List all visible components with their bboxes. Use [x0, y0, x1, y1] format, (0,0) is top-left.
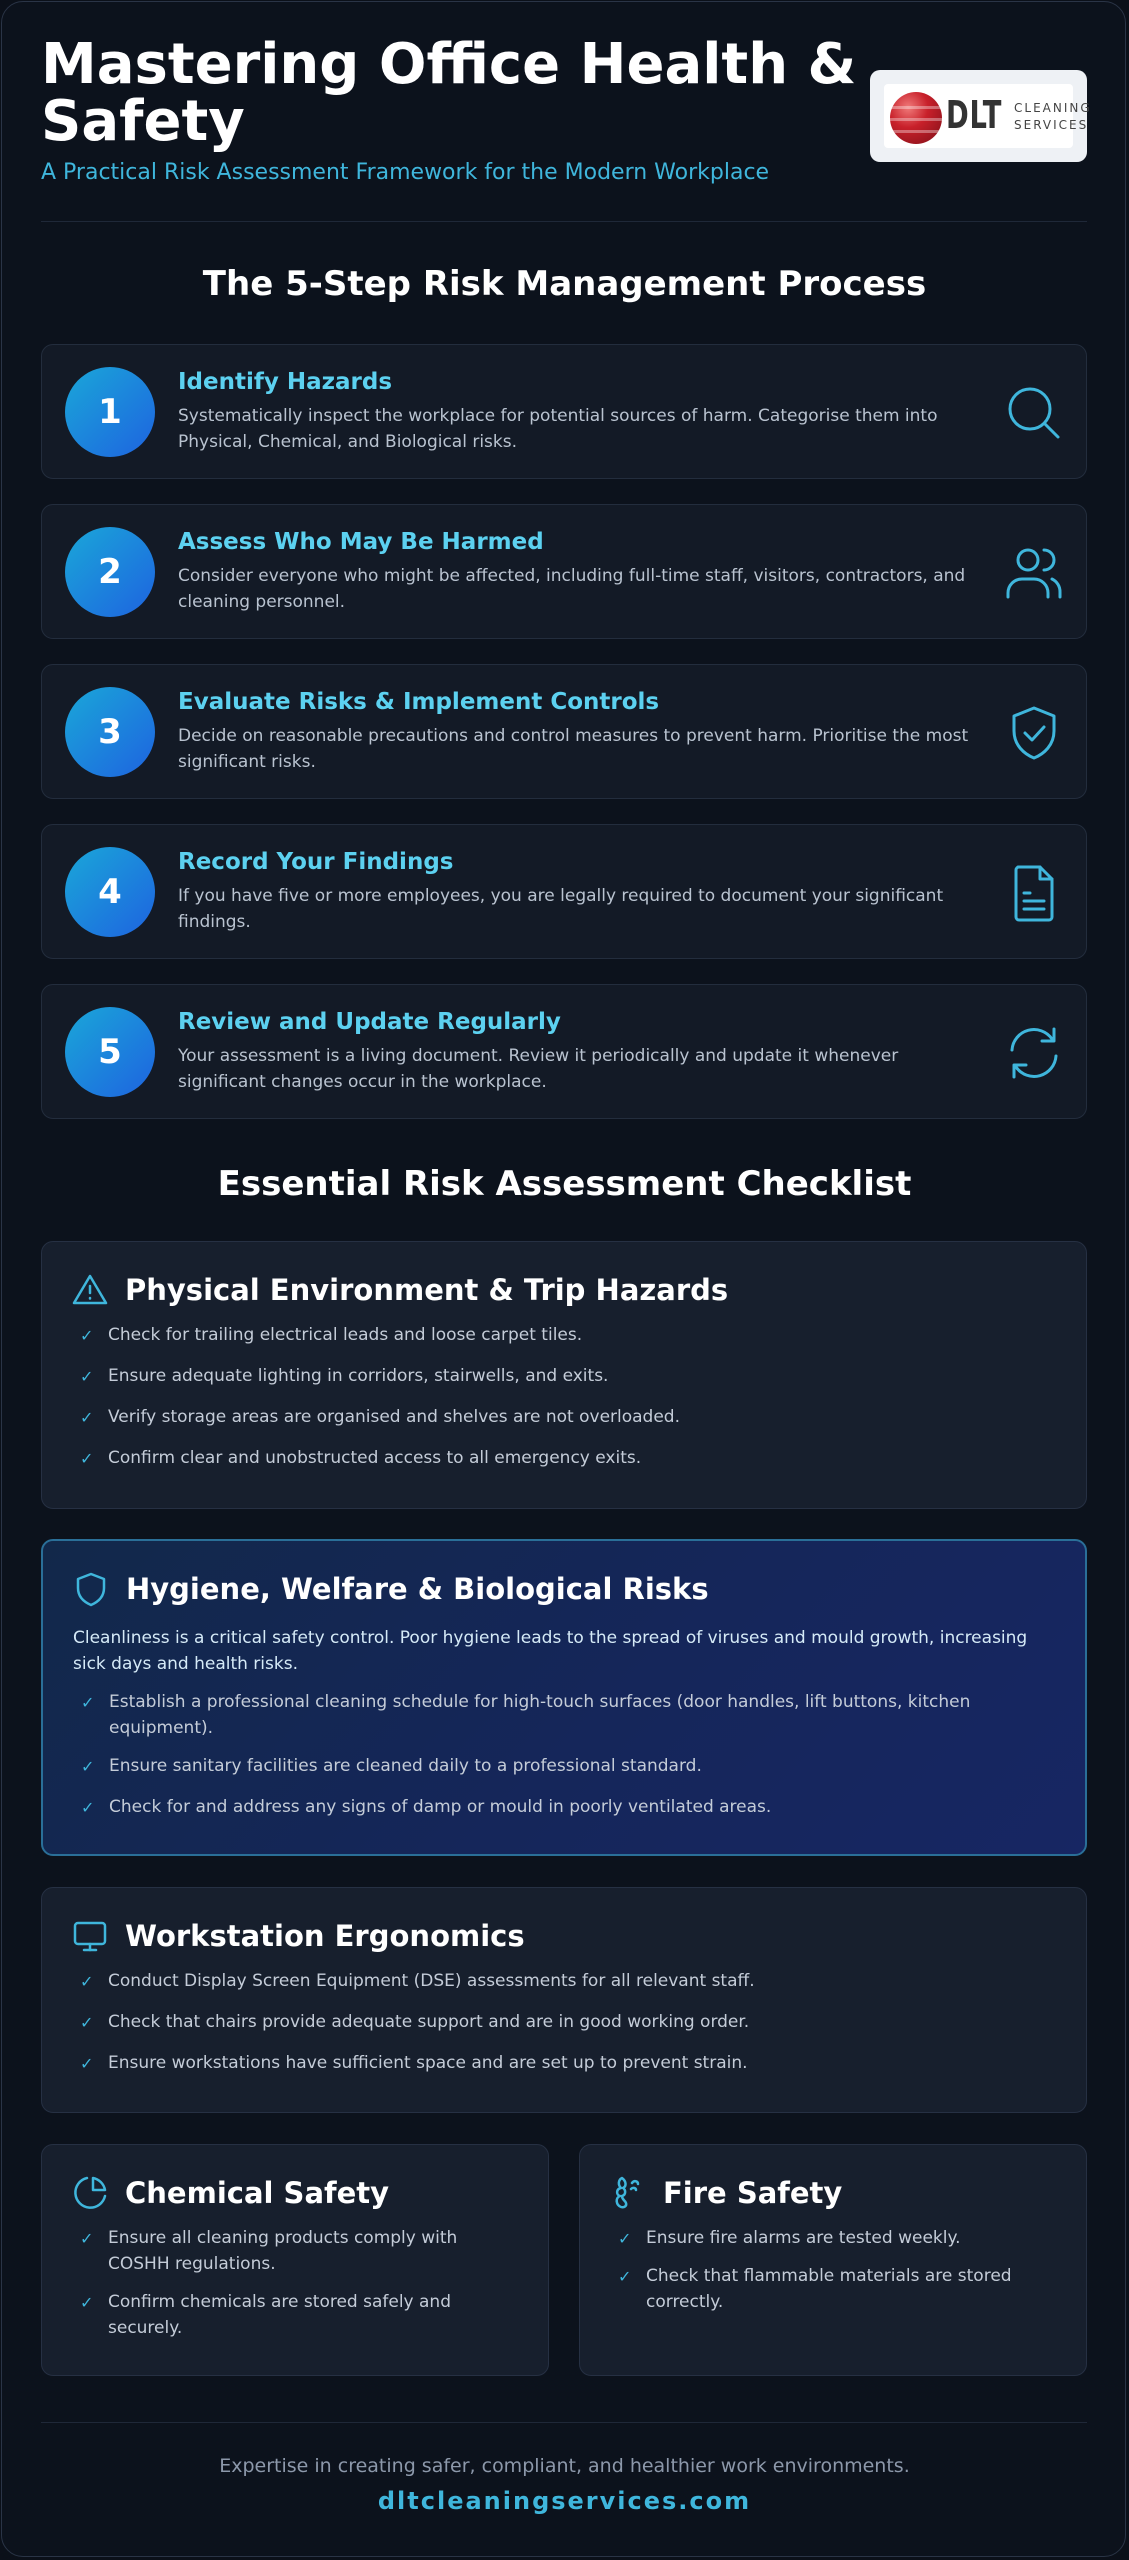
- search-icon: [1004, 383, 1064, 443]
- checklist-item: ✓ Conduct Display Screen Equipment (DSE) assessments for all relevant staff.: [80, 1968, 755, 1994]
- page-title: Mastering Office Health & Safety: [41, 32, 857, 154]
- step-description: Decide on reasonable precautions and control measures to prevent harm. Prioritise the most significant risks.: [178, 726, 969, 772]
- check-icon: ✓: [80, 1449, 94, 1468]
- users-icon: [1004, 543, 1064, 603]
- check-icon: ✓: [81, 1798, 95, 1817]
- step-description: If you have five or more employees, you are legally required to document your significant findings.: [178, 886, 944, 932]
- chemical-safety-card: [41, 2144, 549, 2376]
- checklist-item: ✓ Ensure sanitary facilities are cleaned daily to a professional standard.: [81, 1753, 1041, 1779]
- hygiene-card: [41, 1539, 1087, 1856]
- card-title: Physical Environment & Trip Hazards: [125, 1273, 729, 1307]
- check-icon: ✓: [80, 2229, 94, 2248]
- step-title: Assess Who May Be Harmed: [178, 529, 544, 555]
- footer-divider: [41, 2422, 1087, 2423]
- step-number-badge: 5: [65, 1007, 155, 1097]
- card-title: Fire Safety: [663, 2176, 843, 2210]
- step-title: Record Your Findings: [178, 849, 454, 875]
- physical-hazards-card: [41, 1241, 1087, 1509]
- step-title: Review and Update Regularly: [178, 1009, 561, 1035]
- check-icon: ✓: [80, 1367, 94, 1386]
- checklist-list: [80, 1968, 755, 2076]
- checklist-heading: Essential Risk Assessment Checklist: [217, 1164, 912, 1204]
- check-icon: ✓: [618, 2229, 632, 2248]
- step-card: [41, 824, 1087, 959]
- pie-chart-icon: [72, 2175, 108, 2211]
- hygiene-intro: Cleanliness is a critical safety control. Poor hygiene leads to the spread of viruses and mould growth, increasing sick days and health risks.: [73, 1628, 1028, 1674]
- checklist-item: ✓ Ensure all cleaning products comply with COSHH regulations.: [80, 2228, 458, 2274]
- page-subtitle: A Practical Risk Assessment Framework for the Modern Workplace: [41, 160, 770, 185]
- check-icon: ✓: [80, 2293, 94, 2312]
- checklist-item: ✓ Ensure fire alarms are tested weekly.: [618, 2225, 1058, 2251]
- check-icon: ✓: [80, 2054, 94, 2073]
- checklist-item: ✓ Check for trailing electrical leads and loose carpet tiles.: [80, 1322, 680, 1348]
- check-icon: ✓: [80, 1972, 94, 1991]
- check-icon: ✓: [81, 1757, 95, 1776]
- check-icon: ✓: [81, 1693, 95, 1712]
- check-icon: ✓: [618, 2267, 632, 2286]
- ergonomics-card: [41, 1887, 1087, 2113]
- footer-tagline: Expertise in creating safer, compliant, and healthier work environments.: [219, 2455, 910, 2477]
- checklist-item: ✓ Check for and address any signs of damp or mould in poorly ventilated areas.: [81, 1794, 1041, 1820]
- step-number-badge: 2: [65, 527, 155, 617]
- step-card: [41, 344, 1087, 479]
- card-title: Workstation Ergonomics: [125, 1919, 525, 1953]
- company-logo: [870, 70, 1092, 162]
- card-title: Chemical Safety: [125, 2176, 390, 2210]
- fire-safety-card: [579, 2144, 1087, 2376]
- header-divider: [41, 221, 1087, 222]
- check-icon: ✓: [80, 1408, 94, 1427]
- step-card: [41, 984, 1087, 1119]
- step-number-badge: 1: [65, 367, 155, 457]
- checklist-item: ✓ Establish a professional cleaning schedule for high-touch surfaces (door handles, lift buttons, kitchen equipment).: [81, 1692, 971, 1738]
- card-title: Hygiene, Welfare & Biological Risks: [126, 1572, 709, 1606]
- logo-wordmark: DLT: [946, 93, 1003, 137]
- step-description: Systematically inspect the workplace for potential sources of harm. Categorise them into Physical, Chemical, and Biological risks.: [178, 406, 938, 452]
- process-heading: The 5-Step Risk Management Process: [202, 264, 927, 304]
- checklist-list: [618, 2225, 1058, 2315]
- checklist-item: ✓ Confirm clear and unobstructed access to all emergency exits.: [80, 1445, 680, 1471]
- checklist-list: [81, 1689, 1041, 1820]
- shield-icon: [73, 1571, 109, 1607]
- logo-subtext-1: CLEANING: [1014, 101, 1092, 115]
- checklist-item: ✓ Ensure workstations have sufficient space and are set up to prevent strain.: [80, 2050, 755, 2076]
- shield-check-icon: [1004, 703, 1064, 763]
- refresh-icon: [1004, 1023, 1064, 1083]
- checklist-item: ✓ Verify storage areas are organised and shelves are not overloaded.: [80, 1404, 680, 1430]
- check-icon: ✓: [80, 1326, 94, 1345]
- check-icon: ✓: [80, 2013, 94, 2032]
- logo-subtext-2: SERVICES: [1014, 118, 1089, 132]
- step-title: Identify Hazards: [178, 369, 393, 395]
- step-number-badge: 4: [65, 847, 155, 937]
- checklist-item: ✓ Check that flammable materials are stored correctly.: [618, 2266, 1012, 2312]
- fire-icon: [610, 2175, 646, 2211]
- step-card: [41, 504, 1087, 639]
- warning-icon: [72, 1272, 108, 1308]
- step-description: Consider everyone who might be affected, including full-time staff, visitors, contractors, and cleaning personnel.: [178, 566, 966, 612]
- step-number-badge: 3: [65, 687, 155, 777]
- footer-website-link[interactable]: dltcleaningservices.com: [377, 2487, 752, 2515]
- step-title: Evaluate Risks & Implement Controls: [178, 689, 660, 715]
- monitor-icon: [72, 1918, 108, 1954]
- checklist-list: [80, 2225, 520, 2341]
- checklist-item: ✓ Ensure adequate lighting in corridors, stairwells, and exits.: [80, 1363, 680, 1389]
- document-icon: [1004, 863, 1064, 923]
- checklist-list: [80, 1322, 680, 1471]
- checklist-item: ✓ Confirm chemicals are stored safely and securely.: [80, 2292, 451, 2338]
- checklist-item: ✓ Check that chairs provide adequate support and are in good working order.: [80, 2009, 755, 2035]
- step-card: [41, 664, 1087, 799]
- step-description: Your assessment is a living document. Review it periodically and update it whenever significant changes occur in the workplace.: [178, 1046, 899, 1092]
